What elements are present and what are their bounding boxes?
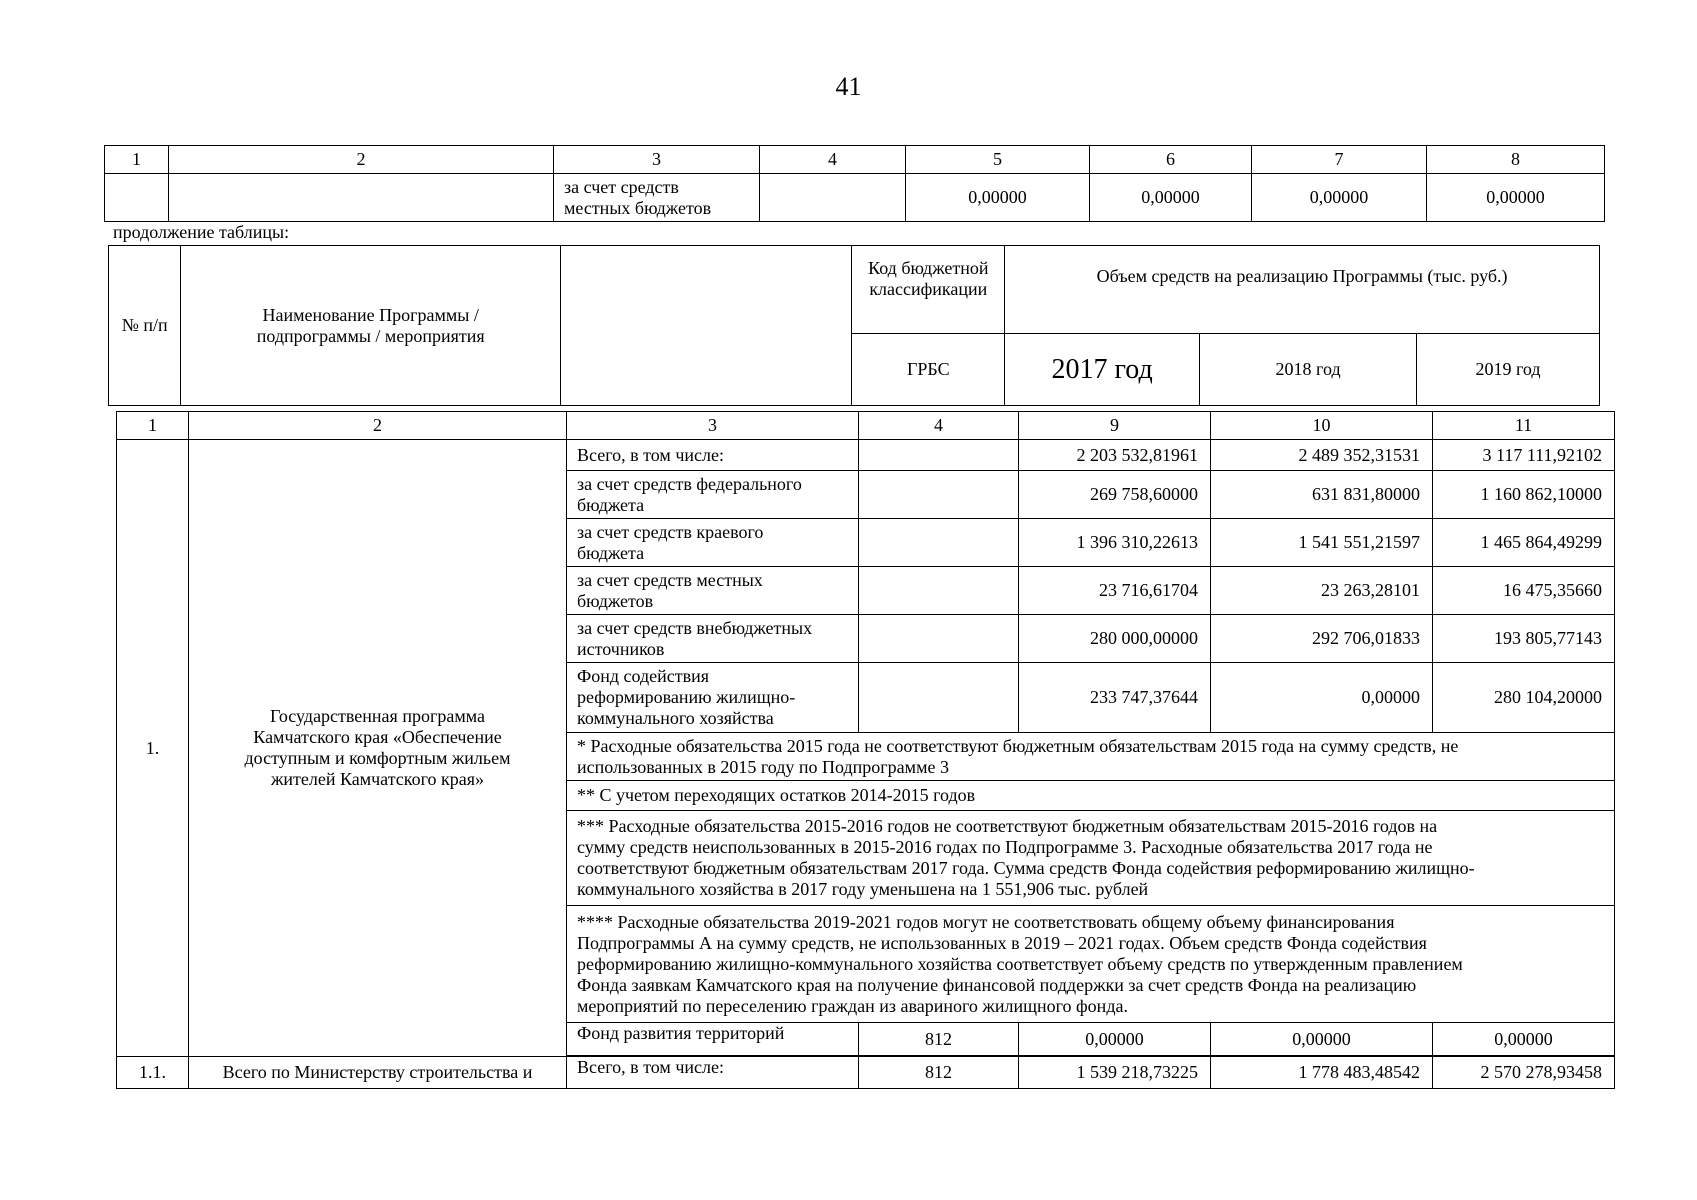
top-table xyxy=(104,145,1605,222)
row-label: за счет средств местных бюджетов xyxy=(567,567,859,615)
value-cell: 0,00000 xyxy=(906,174,1090,222)
column-number: 3 xyxy=(567,412,859,440)
column-number: 4 xyxy=(760,146,906,174)
grbs-cell xyxy=(859,567,1019,615)
row-label: за счет средств федерального бюджета xyxy=(567,471,859,519)
value-cell: 292 706,01833 xyxy=(1211,615,1433,663)
row-label: за счет средств краевого бюджета xyxy=(567,519,859,567)
header-volume: Объем средств на реализацию Программы (тыс. руб.) xyxy=(1005,246,1600,334)
column-number: 11 xyxy=(1433,412,1615,440)
value-cell: 269 758,60000 xyxy=(1019,471,1211,519)
footnote: * Расходные обязательства 2015 года не соответствуют бюджетным обязательствам 2015 года на сумму средств, не использованных в 2015 году по Подпрограмме 3 xyxy=(567,733,1615,781)
value-cell: 2 489 352,31531 xyxy=(1211,440,1433,471)
value-cell: 0,00000 xyxy=(1427,174,1605,222)
column-number: 2 xyxy=(189,412,567,440)
row-label: за счет средств внебюджетных источников xyxy=(567,615,859,663)
value-cell: 0,00000 xyxy=(1090,174,1252,222)
value-cell: 23 263,28101 xyxy=(1211,567,1433,615)
grbs-cell xyxy=(859,519,1019,567)
header-grbs: ГРБС xyxy=(852,334,1005,406)
value-cell: 23 716,61704 xyxy=(1019,567,1211,615)
column-number: 8 xyxy=(1427,146,1605,174)
value-cell: 193 805,77143 xyxy=(1433,615,1615,663)
value-cell: 0,00000 xyxy=(1211,663,1433,733)
value-cell: 280 000,00000 xyxy=(1019,615,1211,663)
value-cell: 2 570 278,93458 xyxy=(1433,1057,1615,1089)
row-label: Всего, в том числе: xyxy=(567,1057,859,1089)
header-code: Код бюджетной классификации xyxy=(852,246,1005,334)
column-number: 4 xyxy=(859,412,1019,440)
subprogram-name: Всего по Министерству строительства и xyxy=(189,1057,567,1089)
table-row xyxy=(105,174,1605,222)
header-num: № п/п xyxy=(109,246,181,406)
value-cell: 3 117 111,92102 xyxy=(1433,440,1615,471)
value-cell: 233 747,37644 xyxy=(1019,663,1211,733)
footnote: *** Расходные обязательства 2015-2016 годов не соответствуют бюджетным обязательствам 2015-2016 годов на сумму средств неиспользованных в 2015-2016 годах по Подпрограмме 3. Расходные обязательства 2017 года не соответствуют бюджетным обязательствам 2017 года. Сумма средств Фонда содействия реформированию жилищно- коммунального хозяйства в 2017 году уменьшена на 1 551,906 тыс. рублей xyxy=(567,811,1615,906)
value-cell: 0,00000 xyxy=(1211,1023,1433,1056)
value-cell: 1 539 218,73225 xyxy=(1019,1057,1211,1089)
program-name: Государственная программа Камчатского края «Обеспечение доступным и комфортным жильем жителей Камчатского края» xyxy=(189,440,567,1057)
value-cell: 0,00000 xyxy=(1019,1023,1211,1056)
footnote: ** С учетом переходящих остатков 2014-2015 годов xyxy=(567,781,1615,811)
row-label: за счет средств местных бюджетов xyxy=(554,174,760,222)
value-cell: 1 396 310,22613 xyxy=(1019,519,1211,567)
continuation-label: продолжение таблицы: xyxy=(113,222,290,242)
value-cell: 280 104,20000 xyxy=(1433,663,1615,733)
column-number: 9 xyxy=(1019,412,1211,440)
column-number: 1 xyxy=(105,146,169,174)
row-label: Всего, в том числе: xyxy=(567,440,859,471)
grbs-cell xyxy=(859,471,1019,519)
header-year: 2018 год xyxy=(1200,334,1417,406)
column-number: 2 xyxy=(169,146,554,174)
top-table-header-row xyxy=(105,146,1605,174)
value-cell: 1 160 862,10000 xyxy=(1433,471,1615,519)
table-row xyxy=(117,1057,1615,1089)
footnote: **** Расходные обязательства 2019-2021 годов могут не соответствовать общему объему финансирования Подпрограммы А на сумму средств, не использованных в 2019 – 2021 годах. Объем средств Фонда содействия реформированию жилищно-коммунального хозяйства соответствует объему средств по утвержденным правлением Фонда заявкам Камчатского края на получение финансовой поддержки за счет средств Фонда на реализацию мероприятий по переселению граждан из авариного жилищного фонда. xyxy=(567,906,1615,1023)
header-name: Наименование Программы / подпрограммы / мероприятия xyxy=(181,246,561,406)
column-number: 3 xyxy=(554,146,760,174)
program-number: 1. xyxy=(117,440,189,1057)
page-number: 41 xyxy=(835,72,862,101)
subprogram-number: 1.1. xyxy=(117,1057,189,1089)
grbs-cell xyxy=(859,663,1019,733)
value-cell: 0,00000 xyxy=(1433,1023,1615,1056)
row-label: Фонд развития территорий xyxy=(567,1023,859,1056)
header-year: 2017 год xyxy=(1005,334,1200,406)
table-row xyxy=(117,440,1615,471)
main-table xyxy=(116,411,1615,1089)
grbs-cell xyxy=(859,440,1019,471)
main-table-header-row xyxy=(117,412,1615,440)
column-number: 10 xyxy=(1211,412,1433,440)
value-cell: 16 475,35660 xyxy=(1433,567,1615,615)
row-label: Фонд содействия реформированию жилищно- коммунального хозяйства xyxy=(567,663,859,733)
header-year: 2019 год xyxy=(1417,334,1600,406)
header-table xyxy=(108,245,1600,406)
column-number: 1 xyxy=(117,412,189,440)
column-number: 6 xyxy=(1090,146,1252,174)
grbs-cell: 812 xyxy=(859,1023,1019,1056)
grbs-cell xyxy=(859,615,1019,663)
value-cell: 631 831,80000 xyxy=(1211,471,1433,519)
value-cell: 0,00000 xyxy=(1252,174,1427,222)
value-cell: 2 203 532,81961 xyxy=(1019,440,1211,471)
grbs-cell: 812 xyxy=(859,1057,1019,1089)
column-number: 5 xyxy=(906,146,1090,174)
value-cell: 1 778 483,48542 xyxy=(1211,1057,1433,1089)
value-cell: 1 541 551,21597 xyxy=(1211,519,1433,567)
column-number: 7 xyxy=(1252,146,1427,174)
value-cell: 1 465 864,49299 xyxy=(1433,519,1615,567)
